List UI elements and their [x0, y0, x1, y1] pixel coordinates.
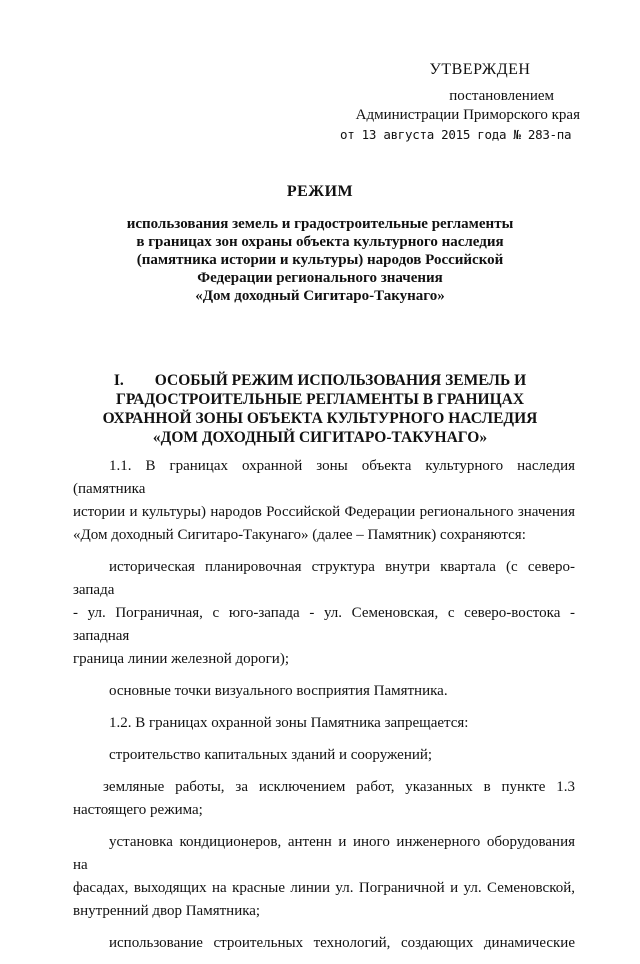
text-line: земляные работы, за исключением работ, указанных в пункте 1.3 — [103, 779, 575, 795]
text-line: «Дом доходный Сигитаро-Такунаго» (далее – Памятник) сохраняются: — [73, 527, 526, 543]
section-heading-line: ГРАДОСТРОИТЕЛЬНЫЕ РЕГЛАМЕНТЫ В ГРАНИЦАХ — [115, 391, 525, 408]
document-title — [0, 183, 640, 305]
paragraph-viewpoints — [73, 680, 575, 703]
text-line: внутренний двор Памятника; — [73, 903, 261, 919]
text-line: 1.2. В границах охранной зоны Памятника запрещается: — [109, 715, 469, 731]
text-line: фасадах, выходящих на красные линии ул. Пограничной и ул. Семеновской, — [73, 880, 575, 896]
paragraph-technologies — [73, 932, 575, 955]
text-line: установка кондиционеров, антенн и иного инженерного оборудования на — [73, 834, 575, 873]
title-line: (памятника истории и культуры) народов Российской — [136, 252, 504, 268]
approval-stamp — [340, 60, 580, 144]
paragraph-construction — [73, 744, 575, 767]
document-body — [73, 455, 575, 964]
approval-line: Администрации Приморского края — [355, 107, 580, 123]
text-line: историческая планировочная структура внутри квартала (с северо-запада — [73, 559, 575, 598]
section-heading — [90, 371, 550, 447]
paragraph-structure — [73, 556, 575, 671]
approval-line: постановлением — [449, 88, 554, 104]
approval-heading: УТВЕРЖДЕН — [429, 61, 531, 78]
approval-date-number: от 13 августа 2015 года № 283-па — [340, 127, 572, 142]
title-line: в границах зон охраны объекта культурного наследия — [136, 234, 504, 250]
text-line: - ул. Пограничная, с юго-запада - ул. Семеновская, с северо-востока - западная — [73, 605, 575, 644]
title-main: РЕЖИМ — [286, 183, 354, 200]
title-line: Федерации регионального значения — [197, 270, 443, 286]
title-line: использования земель и градостроительные регламенты — [126, 216, 514, 232]
paragraph-earthworks — [73, 776, 575, 822]
text-line: основные точки визуального восприятия Памятника. — [109, 683, 448, 699]
text-line: настоящего режима; — [73, 802, 203, 818]
text-line: строительство капитальных зданий и сооружений; — [109, 747, 433, 763]
text-line: использование строительных технологий, создающих динамические — [109, 935, 575, 951]
paragraph-1-2 — [73, 712, 575, 735]
section-heading-line: ОХРАННОЙ ЗОНЫ ОБЪЕКТА КУЛЬТУРНОГО НАСЛЕДИЯ — [102, 410, 538, 427]
section-heading-line: I. ОСОБЫЙ РЕЖИМ ИСПОЛЬЗОВАНИЯ ЗЕМЕЛЬ И — [113, 372, 527, 389]
text-line: граница линии железной дороги); — [73, 651, 289, 667]
text-line: 1.1. В границах охранной зоны объекта культурного наследия (памятника — [73, 458, 575, 497]
section-heading-line: «ДОМ ДОХОДНЫЙ СИГИТАРО-ТАКУНАГО» — [152, 429, 488, 446]
paragraph-1-1 — [73, 455, 575, 547]
text-line: истории и культуры) народов Российской Федерации регионального значения — [73, 504, 575, 520]
paragraph-equipment — [73, 831, 575, 923]
title-line: «Дом доходный Сигитаро-Такунаго» — [195, 288, 445, 304]
